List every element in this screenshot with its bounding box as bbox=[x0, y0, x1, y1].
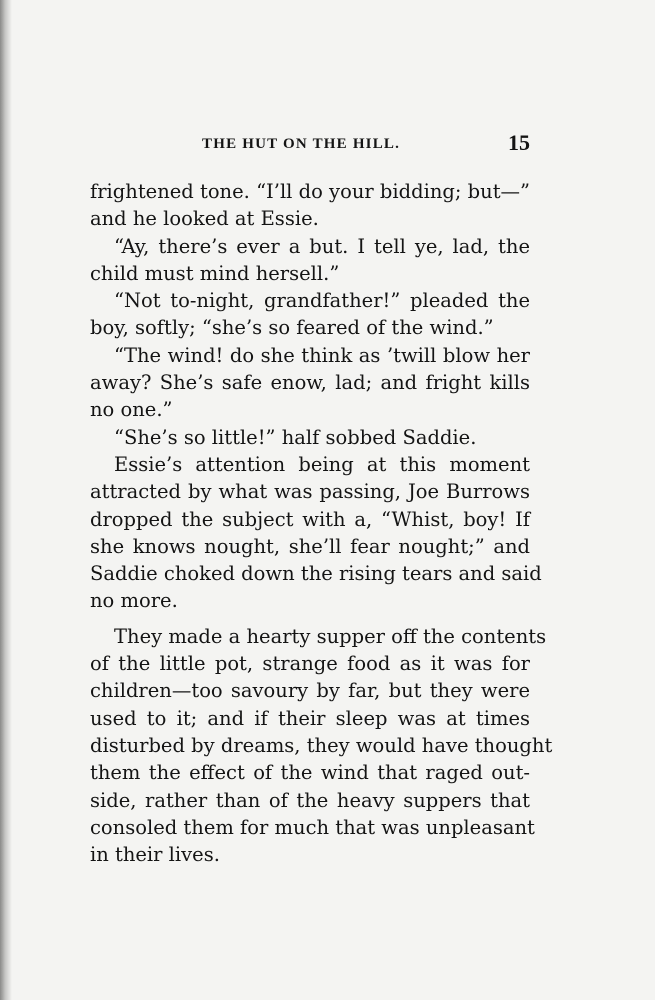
text-line: side, rather than of the heavy suppers that bbox=[90, 788, 530, 812]
text-line: she knows nought, she’ll fear nought;” and bbox=[90, 534, 530, 558]
text-line: “She’s so little!” half sobbed Saddie. bbox=[114, 425, 477, 449]
text-line: and he looked at Essie. bbox=[90, 207, 319, 231]
text-line: consoled them for much that was unpleasant bbox=[90, 815, 535, 839]
page-header bbox=[90, 130, 530, 160]
text-line: “Ay, there’s ever a but. I tell ye, lad, the bbox=[114, 234, 530, 258]
text-line: away? She’s safe enow, lad; and fright kills bbox=[90, 371, 530, 395]
text-line: They made a hearty supper off the contents bbox=[114, 624, 547, 648]
text-line: Saddie choked down the rising tears and said bbox=[90, 562, 542, 586]
text-line: of the little pot, strange food as it was for bbox=[90, 652, 530, 676]
text-line: “The wind! do she think as ’twill blow her bbox=[114, 343, 530, 367]
text-line: dropped the subject with a, “Whist, boy! If bbox=[90, 507, 530, 531]
text-line: used to it; and if their sleep was at times bbox=[90, 706, 530, 730]
text-line: boy, softly; “she’s so feared of the wind.” bbox=[90, 316, 494, 340]
running-title: THE HUT ON THE HILL. bbox=[202, 136, 401, 152]
text-line: children—too savoury by far, but they were bbox=[90, 679, 530, 703]
text-line: attracted by what was passing, Joe Burrows bbox=[90, 480, 530, 504]
text-line: no one.” bbox=[90, 398, 173, 422]
body-text bbox=[90, 178, 553, 868]
text-line: Essie’s attention being at this moment bbox=[114, 452, 530, 476]
page-number: 15 bbox=[508, 130, 530, 155]
text-line: them the effect of the wind that raged out- bbox=[90, 761, 530, 785]
text-line: child must mind hersell.” bbox=[90, 261, 340, 285]
text-line: frightened tone. “I’ll do your bidding; but—” bbox=[90, 180, 530, 203]
page-binding-edge bbox=[0, 0, 12, 1000]
text-line: “Not to-night, grandfather!” pleaded the bbox=[114, 289, 530, 313]
text-line: disturbed by dreams, they would have thought bbox=[90, 733, 553, 757]
text-line: in their lives. bbox=[90, 843, 220, 867]
text-line: no more. bbox=[90, 589, 178, 613]
